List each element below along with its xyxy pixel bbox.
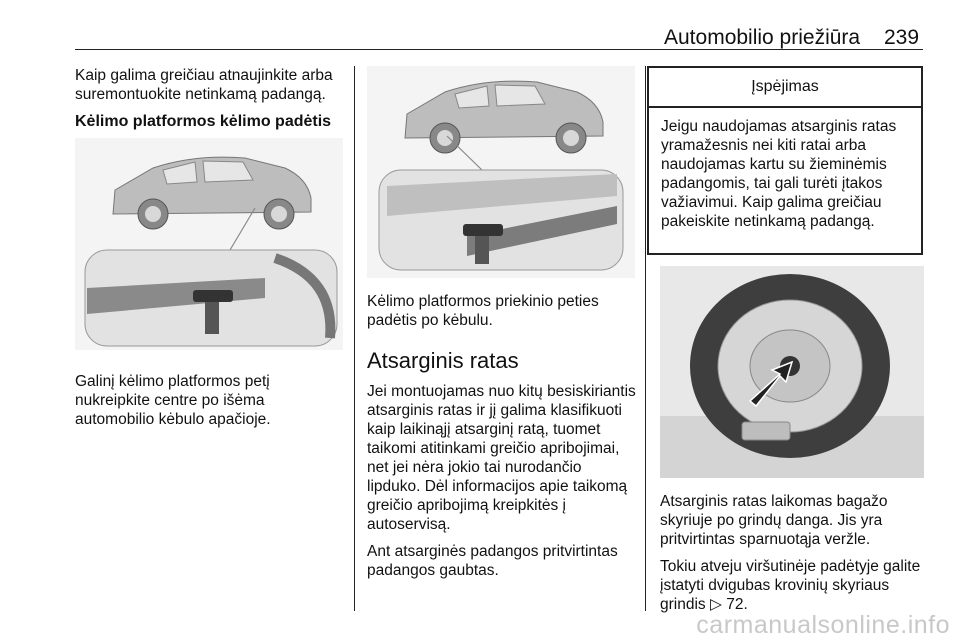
column-3 <box>660 492 922 622</box>
spare-wheel-title: Atsarginis ratas <box>367 348 519 373</box>
column-2 <box>367 292 637 588</box>
double-floor-paragraph <box>660 557 922 614</box>
column-1-caption-block <box>75 372 343 437</box>
watermark: carmanualsonline.info <box>696 611 950 639</box>
column-divider-2 <box>645 66 646 611</box>
header-rule <box>75 49 923 50</box>
intro-text: Kaip galima greičiau atnaujinkite arba suremontuokite netinkamą padangą. <box>75 67 333 103</box>
jack-position-heading: Kėlimo platformos kėlimo padėtis <box>75 113 332 130</box>
rear-jack-caption: Galinį kėlimo platformos petį nukreipkite centre po išėma automobilio kėbulo apačioje. <box>75 373 271 428</box>
warning-title: Įspėjimas <box>649 68 921 108</box>
column-1 <box>75 66 343 139</box>
spare-wheel-illustration <box>660 266 924 478</box>
page-number: 239 <box>884 26 920 49</box>
double-floor-text: Tokiu atveju viršutinėje padėtyje galite įstatyti dvigubas krovinių skyriaus grindis <box>660 558 921 613</box>
front-jack-caption: Kėlimo platformos priekinio peties padėtis po kėbulu. <box>367 293 599 329</box>
rear-jack-illustration <box>75 138 343 350</box>
warning-body: Jeigu naudojamas atsarginis ratas yramažesnis nei kiti ratai arba naudojamas kartu su žieminėmis padangomis, tai gali turėti įtakos važiavimui. Kaip galima greičiau pakeiskite netinkamą padangą. <box>661 118 897 230</box>
warning-box <box>647 66 923 255</box>
spare-wheel-storage-caption: Atsarginis ratas laikomas bagažo skyriuje po grindų danga. Jis yra pritvirtintas sparnuotąja veržle. <box>660 493 888 548</box>
column-divider-1 <box>354 66 355 611</box>
page-reference: 72. <box>726 596 748 613</box>
page-title: Automobilio priežiūra <box>664 26 861 49</box>
front-jack-illustration <box>367 66 635 278</box>
spare-wheel-paragraph-1: Jei montuojamas nuo kitų besiskiriantis atsarginis ratas ir jį galima klasifikuoti kaip laikinąjį atsarginį ratą, tuomet taikomi atitinkami greičio apribojimai, net jei nėra jokio tai nurodančio lipduko. Dėl informacijos apie taikomą greičio apribojimą kreipkitės į autoservisą. <box>367 383 636 533</box>
spare-wheel-paragraph-2: Ant atsarginės padangos pritvirtintas padangos gaubtas. <box>367 543 618 579</box>
arrow-reference-icon: ▷ <box>709 596 722 613</box>
